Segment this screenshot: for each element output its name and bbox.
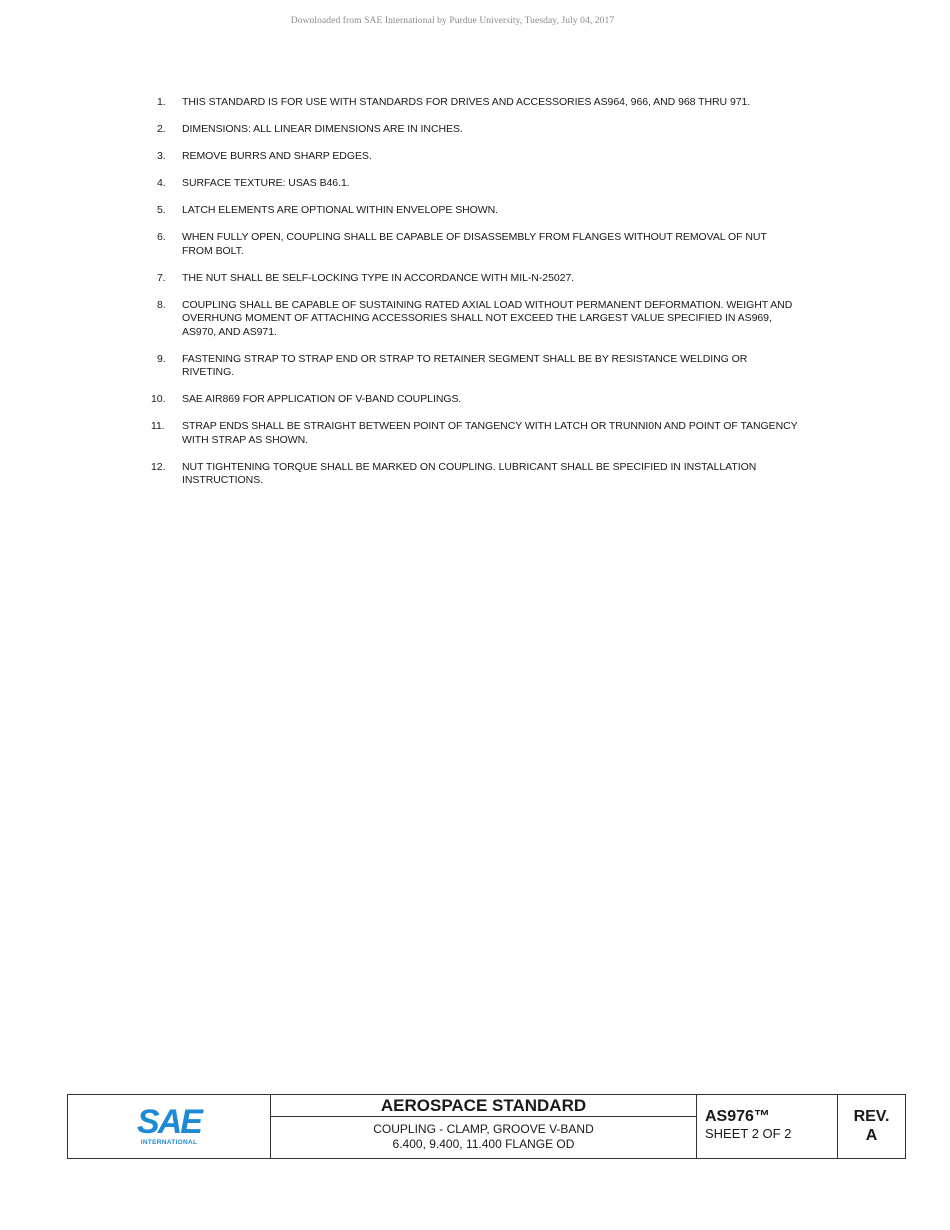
document-type-heading: AEROSPACE STANDARD [271,1095,696,1117]
note-item [150,177,800,191]
note-item [150,272,800,286]
note-number: 1. [157,96,166,108]
sheet-number: SHEET 2 OF 2 [705,1126,792,1141]
note-item [150,461,800,488]
note-item [150,393,800,407]
note-item [150,96,800,110]
note-item [150,353,800,380]
sae-logo-mark: SAE [137,1103,201,1141]
note-item [150,123,800,137]
note-item [150,204,800,218]
note-text: REMOVE BURRS AND SHARP EDGES. [182,150,372,162]
note-number: 7. [157,271,166,284]
note-number: 9. [157,352,166,365]
document-description [271,1117,696,1158]
note-text: THIS STANDARD IS FOR USE WITH STANDARDS FOR DRIVES AND ACCESSORIES AS964, 966, AND 968 THRU 971. [182,96,751,108]
note-number: 2. [157,123,166,135]
note-text: COUPLING SHALL BE CAPABLE OF SUSTAINING RATED AXIAL LOAD WITHOUT PERMANENT DEFORMATION. WEIGHT AND OVERHUNG MOMENT OF ATTACHING ACCESSORIES SHALL NOT EXCEED THE LARGEST VALUE SPECIFIED IN AS969, AS970, AND AS971. [182,298,793,338]
note-item [150,231,800,258]
note-number: 4. [157,177,166,189]
note-item [150,420,800,447]
note-number: 11. [151,420,165,432]
title-block [67,1094,906,1159]
description-line-1: COUPLING - CLAMP, GROOVE V-BAND [373,1122,594,1136]
note-number: 5. [157,204,166,216]
note-item [150,150,800,164]
note-text: THE NUT SHALL BE SELF-LOCKING TYPE IN ACCORDANCE WITH MIL-N-25027. [182,271,575,284]
note-text: WHEN FULLY OPEN, COUPLING SHALL BE CAPABLE OF DISASSEMBLY FROM FLANGES WITHOUT REMOVAL OF NUT FROM BOLT. [182,231,767,257]
revision-label: REV. [853,1108,890,1125]
note-number: 6. [157,231,166,243]
note-number: 3. [157,150,166,162]
note-number: 10. [151,393,166,405]
sae-logo [68,1095,271,1158]
note-number: 8. [157,298,166,311]
document-number-cell [697,1095,838,1158]
revision-value: A [865,1127,878,1144]
note-text: FASTENING STRAP TO STRAP END OR STRAP TO RETAINER SEGMENT SHALL BE BY RESISTANCE WELDING OR RIVETING. [182,352,748,378]
notes-list [150,96,800,501]
note-text: SAE AIR869 FOR APPLICATION OF V-BAND COUPLINGS. [182,393,462,405]
title-block-center [271,1095,697,1158]
note-number: 12. [151,460,166,473]
sae-logo-subtitle: INTERNATIONAL [140,1139,198,1146]
note-item [150,299,800,340]
note-text: DIMENSIONS: ALL LINEAR DIMENSIONS ARE IN INCHES. [182,123,463,135]
document-number: AS976™ [705,1108,770,1125]
note-text: SURFACE TEXTURE: USAS B46.1. [182,177,350,189]
description-line-2: 6.400, 9.400, 11.400 FLANGE OD [392,1137,575,1151]
note-text: LATCH ELEMENTS ARE OPTIONAL WITHIN ENVELOPE SHOWN. [182,204,499,216]
download-watermark: Downloaded from SAE International by Purdue University, Tuesday, July 04, 2017 [290,16,615,26]
note-text: NUT TIGHTENING TORQUE SHALL BE MARKED ON COUPLING. LUBRICANT SHALL BE SPECIFIED IN INSTALLATION INSTRUCTIONS. [182,460,757,486]
revision-cell [838,1095,905,1158]
note-text: STRAP ENDS SHALL BE STRAIGHT BETWEEN POINT OF TANGENCY WITH LATCH OR TRUNNI0N AND POINT OF TANGENCY WITH STRAP AS SHOWN. [182,420,798,446]
